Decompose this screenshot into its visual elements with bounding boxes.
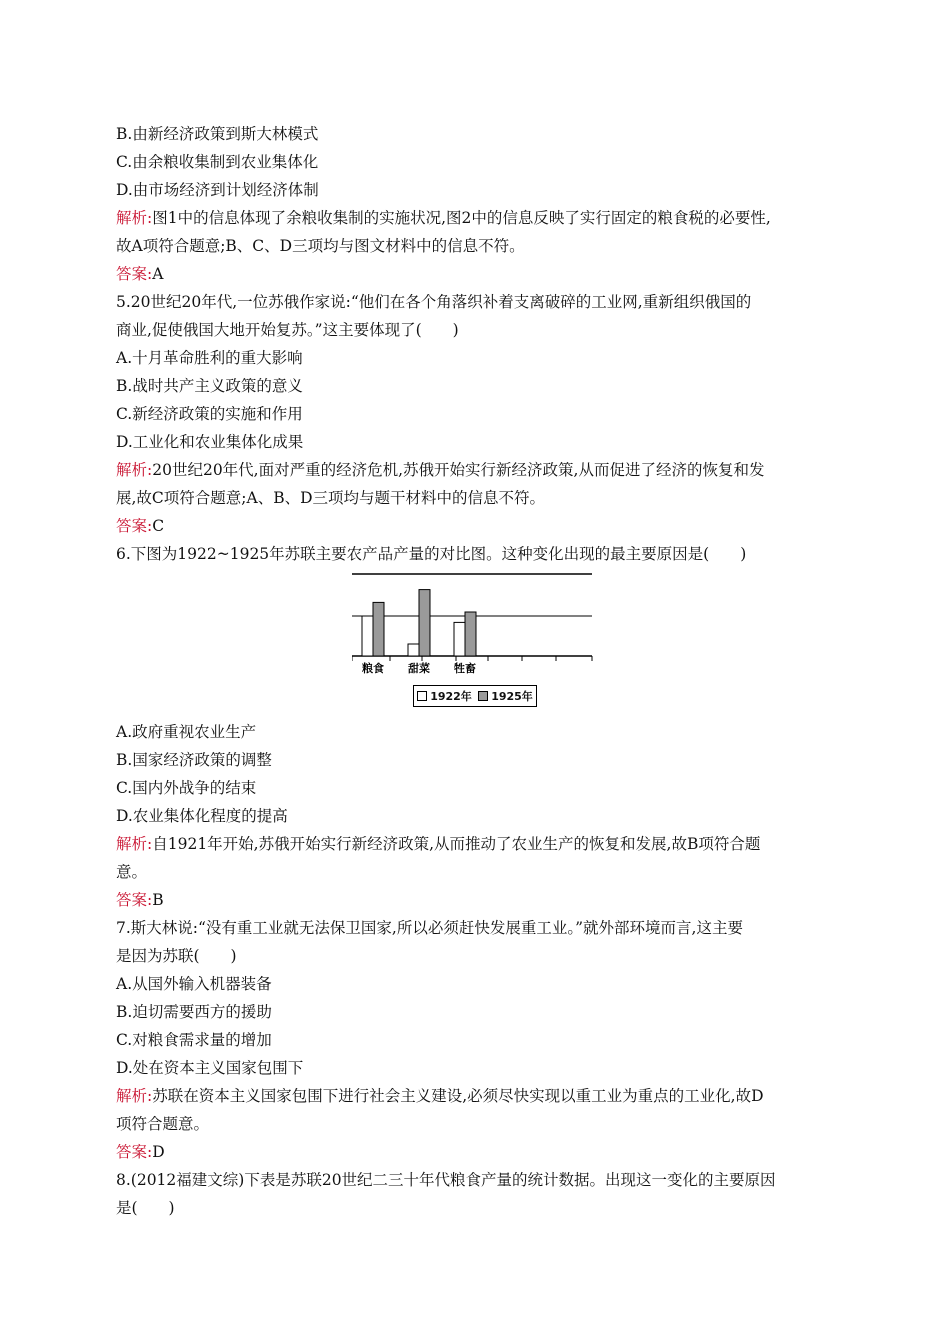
bar-1925年-粮食 [373,602,384,656]
text-line [116,942,836,970]
text-line [116,802,836,830]
answer-label: 解析: [116,209,153,227]
line-text: A.政府重视农业生产 [116,723,257,741]
document-body [116,120,836,1222]
text-line [116,372,836,400]
answer-label: 答案: [116,517,153,535]
text-line [116,1054,836,1082]
line-text: 是因为苏联( ) [116,947,237,965]
line-text: D.由市场经济到计划经济体制 [116,181,319,199]
line-text: 6.下图为1922~1925年苏联主要农产品产量的对比图。这种变化出现的最主要原因是( ) [116,545,747,563]
text-line [116,316,836,344]
text-line [116,428,836,456]
line-text: A.从国外输入机器装备 [116,975,272,993]
text-line [116,1194,836,1222]
legend-swatch-1925 [478,691,488,701]
line-text: B.国家经济政策的调整 [116,751,272,769]
line-text: B [152,891,164,909]
line-text: 商业,促使俄国大地开始复苏。”这主要体现了( ) [116,321,459,339]
line-text: D.处在资本主义国家包围下 [116,1059,304,1077]
bar-1922年-粮食 [362,616,373,656]
text-block-before-chart [116,120,836,568]
line-text: 5.20世纪20年代,一位苏俄作家说:“他们在各个角落织补着支离破碎的工业网,重新组织俄国的 [116,293,752,311]
text-line [116,746,836,774]
line-text: D.工业化和农业集体化成果 [116,433,304,451]
line-text: C.国内外战争的结束 [116,779,257,797]
bar-1922年-甜菜 [408,644,419,656]
chart-figure [116,568,836,718]
text-line [116,344,836,372]
bar-chart [352,570,712,684]
legend-item-1925 [478,688,533,704]
answer-label: 解析: [116,835,153,853]
line-text: 20世纪20年代,面对严重的经济危机,苏俄开始实行新经济政策,从而促进了经济的恢复和发 [152,461,765,479]
text-line [116,1166,836,1194]
line-text: 意。 [116,863,148,881]
text-line [116,288,836,316]
text-line [116,914,836,942]
chart-legend [413,685,537,707]
text-line [116,176,836,204]
text-line [116,1026,836,1054]
text-block-after-chart [116,718,836,1222]
line-text: 8.(2012福建文综)下表是苏联20世纪二三十年代粮食产量的统计数据。出现这一变化的主要原因 [116,1171,776,1189]
x-tick-label: 牲畜 [454,662,476,675]
text-line [116,232,836,260]
line-text: C.由余粮收集制到农业集体化 [116,153,319,171]
line-text: 苏联在资本主义国家包围下进行社会主义建设,必须尽快实现以重工业为重点的工业化,故D [152,1087,764,1105]
line-text: 是( ) [116,1199,175,1217]
text-line [116,1110,836,1138]
answer-label: 解析: [116,1087,153,1105]
text-line [116,774,836,802]
text-line [116,830,836,858]
text-line [116,400,836,428]
text-line [116,858,836,886]
text-line [116,456,836,484]
answer-label: 解析: [116,461,153,479]
text-line [116,1082,836,1110]
text-line [116,970,836,998]
text-line [116,718,836,746]
legend-item-1922 [417,688,472,704]
text-line [116,120,836,148]
legend-label-1922: 1922年 [430,690,472,703]
line-text: 项符合题意。 [116,1115,210,1133]
text-line [116,204,836,232]
text-line [116,540,836,568]
bar-1925年-牲畜 [465,612,476,656]
line-text: B.战时共产主义政策的意义 [116,377,303,395]
line-text: C.新经济政策的实施和作用 [116,405,303,423]
answer-label: 答案: [116,265,153,283]
bar-1925年-甜菜 [419,590,430,656]
line-text: 7.斯大林说:“没有重工业就无法保卫国家,所以必须赶快发展重工业。”就外部环境而言,这主要 [116,919,743,937]
line-text: D [152,1143,165,1161]
line-text: D.农业集体化程度的提高 [116,807,288,825]
text-line [116,148,836,176]
x-tick-label: 甜菜 [408,662,430,675]
bar-1922年-牲畜 [454,622,465,656]
line-text: 展,故C项符合题意;A、B、D三项均与题干材料中的信息不符。 [116,489,546,507]
answer-label: 答案: [116,1143,153,1161]
text-line [116,260,836,288]
answer-label: 答案: [116,891,153,909]
line-text: B.迫切需要西方的援助 [116,1003,272,1021]
x-tick-label: 粮食 [362,662,384,675]
line-text: A.十月革命胜利的重大影响 [116,349,303,367]
line-text: A [152,265,164,283]
legend-label-1925: 1925年 [491,690,533,703]
text-line [116,512,836,540]
line-text: 故A项符合题意;B、C、D三项均与图文材料中的信息不符。 [116,237,525,255]
line-text: 图1中的信息体现了余粮收集制的实施状况,图2中的信息反映了实行固定的粮食税的必要性, [152,209,771,227]
line-text: C.对粮食需求量的增加 [116,1031,272,1049]
text-line [116,886,836,914]
text-line [116,998,836,1026]
text-line [116,1138,836,1166]
text-line [116,484,836,512]
legend-swatch-1922 [417,691,427,701]
line-text: B.由新经济政策到斯大林模式 [116,125,319,143]
line-text: 自1921年开始,苏俄开始实行新经济政策,从而推动了农业生产的恢复和发展,故B项符合题 [152,835,761,853]
line-text: C [152,517,165,535]
